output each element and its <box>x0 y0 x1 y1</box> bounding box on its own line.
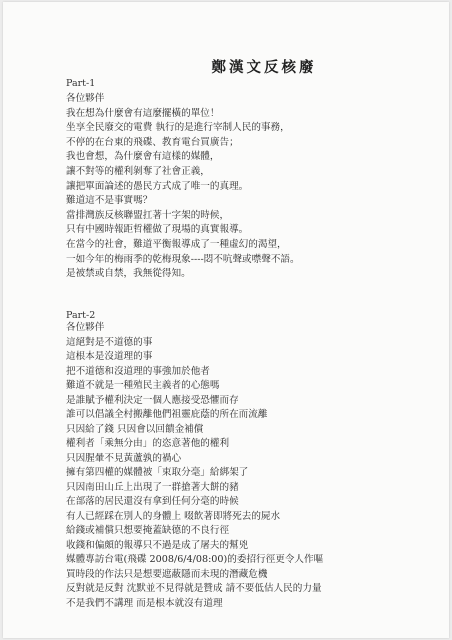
text-line: 買時段的作法只是想要遮蔽隱而未現的潛藏危機 <box>66 568 268 580</box>
text-line: 權利者「乘無分由」的恣意著他的權利 <box>66 438 230 449</box>
text-line: 不是我們不講理 而是根本就沒有道理 <box>66 597 223 609</box>
text-line: 是誰賦予權利決定一個人應接受恐懼而存 <box>66 394 239 406</box>
text-line: 難道這不是事實嗎？ <box>66 195 153 207</box>
text-line: 是被禁或自禁，我無從得知。 <box>66 268 191 280</box>
text-line: 在部落的居民還沒有拿到任何分毫的時候 <box>66 496 239 507</box>
text-line: 只有中國時報距哲權做了現場的真實報導。 <box>66 224 249 236</box>
text-line: 這絕對是不道德的事 <box>66 336 153 348</box>
text-line: 各位夥伴 <box>66 322 105 333</box>
text-line: 在當今的社會，難道平衡報導成了一種虛幻的渴望， <box>66 238 287 250</box>
part-2-text <box>66 321 323 611</box>
text-line: 當排灣族反核聯盟扛著十字架的時候， <box>66 209 230 221</box>
text-line: 這根本是沒道理的事 <box>66 351 153 362</box>
text-line: 把不道德和沒道理的事強加於他者 <box>66 365 210 377</box>
text-line: 反對就是反對 沈默並不見得就是贊成 請不要低估人民的力量 <box>66 583 322 594</box>
text-line: 只因腥暈不見黃蘆孰的禍心 <box>66 452 182 464</box>
text-line: 不停的在台東的飛碟、教育電台買廣告； <box>66 136 239 148</box>
text-line: 誰可以倡議全村搬離他們祖靈庇蔭的所在而流離 <box>66 409 268 420</box>
text-line: 媒體專訪台電(飛碟 2008/6/4/08:00)的委招行徑更令人作嘔 <box>66 554 324 565</box>
text-line: 難道不就是一種殖民主義者的心態嗎 <box>66 380 220 391</box>
text-line: 坐享全民廢交的電費 執行的是進行宰制人民的事務， <box>66 122 290 134</box>
text-line: 一如今年的梅雨季的乾梅現象----悶不吭聲或噤聲不語。 <box>66 253 300 265</box>
text-line: 只因南田山丘上出現了一群搶著大餅的豬 <box>66 481 239 493</box>
part-1-label: Part-1 <box>66 78 96 89</box>
text-line: 我也會想，為什麼會有這樣的媒體， <box>66 151 220 163</box>
text-line: 擁有第四權的媒體被「束取分毫」給綁架了 <box>66 467 249 478</box>
text-line: 只因給了錢 只因會以回饋金補償 <box>66 423 204 435</box>
part-2-label: Part-2 <box>66 310 96 321</box>
scanned-page <box>3 2 449 638</box>
text-line: 給錢或補償只想要掩蓋缺德的不良行徑 <box>66 525 230 536</box>
document-title: 鄭漢文反核廢 <box>211 60 317 76</box>
text-line: 收錢和偏頗的報導只不過是成了屠夫的幫兇 <box>66 539 249 551</box>
text-line: 讓把單面論述的愚民方式成了唯一的真理。 <box>66 180 249 192</box>
text-line: 我在想為什麼會有這麼擺橫的單位！ <box>66 107 220 119</box>
text-line: 讓不對等的權利剝奪了社會正義， <box>66 165 210 177</box>
part-1-text <box>66 92 300 282</box>
text-line: 各位夥伴 <box>66 93 105 104</box>
text-line: 有人已經踩在別人的身體上 啜飲著即將死去的屍水 <box>66 510 281 522</box>
